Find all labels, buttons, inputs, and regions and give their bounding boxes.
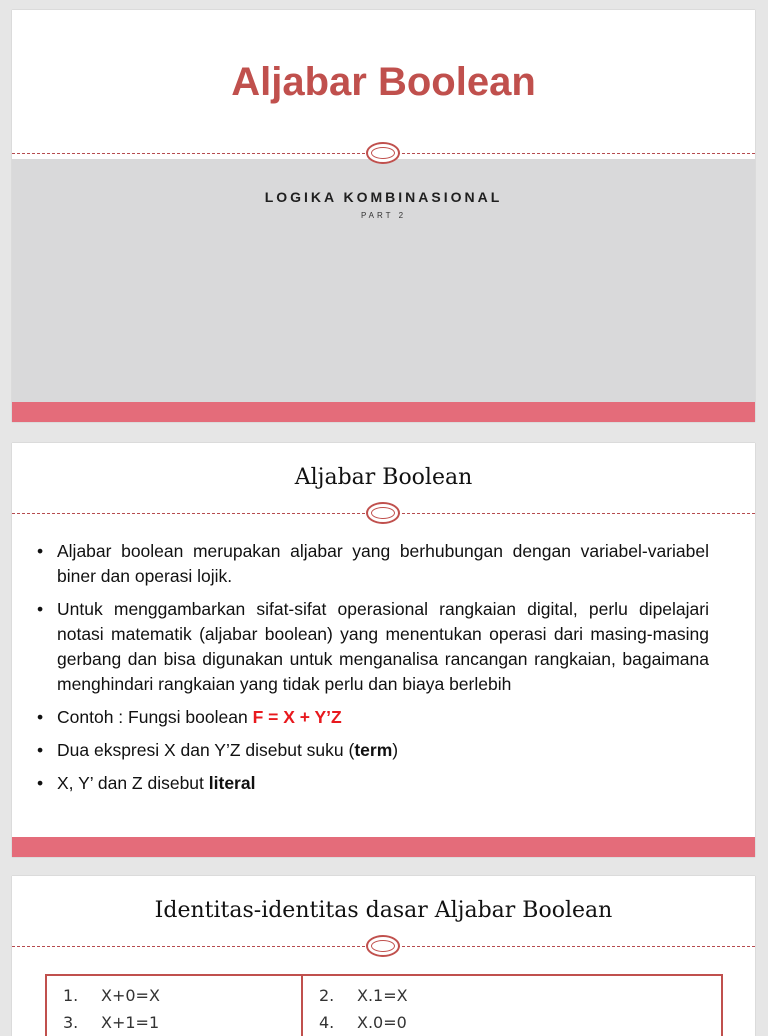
identity-expression: X.0=0	[357, 1013, 407, 1032]
bullet-item	[34, 705, 709, 730]
identities-table	[45, 974, 723, 1036]
table-row	[303, 982, 721, 1009]
ornament-ring-icon	[366, 502, 400, 524]
table-row	[47, 982, 301, 1009]
bullet-text: Aljabar boolean merupakan aljabar yang berhubungan dengan variabel-variabel biner dan operasi lojik.	[57, 541, 709, 586]
bullet-text: Untuk menggambarkan sifat-sifat operasional rangkaian digital, perlu dipelajari notasi matematik (aljabar boolean) yang menentukan operasi dari masing-masing gerbang dan bisa digunakan untuk menganalisa rancangan rangkaian, bagaimana menghindari rangkaian yang tidak perlu dan biaya berlebih	[57, 599, 709, 694]
slide-part-label: PART 2	[360, 211, 407, 220]
identities-column-right	[301, 976, 721, 1036]
bullet-text: Contoh : Fungsi boolean	[57, 707, 253, 727]
bullet-text: )	[392, 740, 399, 760]
identities-slide	[12, 876, 755, 1036]
bullet-item	[34, 539, 709, 589]
slide-subtitle: LOGIKA KOMBINASIONAL	[264, 189, 503, 205]
footer-bar	[12, 402, 755, 422]
literal-keyword: literal	[208, 773, 256, 793]
identity-expression: X+0=X	[101, 986, 160, 1005]
identity-number: 2.	[319, 986, 335, 1005]
bullet-item	[34, 738, 709, 763]
ornament-ring-icon	[366, 935, 400, 957]
boolean-formula: F = X + Y’Z	[252, 707, 342, 727]
slide-heading: Identitas-identitas dasar Aljabar Boolean	[154, 898, 613, 923]
term-keyword: term	[354, 740, 393, 760]
table-row	[47, 1009, 301, 1036]
bullet-item	[34, 597, 709, 697]
ornament-ring-icon	[366, 142, 400, 164]
bullet-text: X, Y’ dan Z disebut	[57, 773, 209, 793]
identity-number: 3.	[63, 1013, 79, 1032]
slide-title: Aljabar Boolean	[231, 60, 536, 104]
bullet-text: Dua ekspresi X dan Y’Z disebut suku (	[57, 740, 355, 760]
content-slide	[12, 443, 755, 857]
identities-column-left	[47, 976, 301, 1036]
identity-number: 1.	[63, 986, 79, 1005]
identity-expression: X.1=X	[357, 986, 408, 1005]
bullet-list	[34, 539, 709, 804]
identity-number: 4.	[319, 1013, 335, 1032]
slide-heading: Aljabar Boolean	[294, 465, 473, 490]
identity-expression: X+1=1	[101, 1013, 160, 1032]
title-slide	[12, 10, 755, 422]
table-row	[303, 1009, 721, 1036]
bullet-item	[34, 771, 709, 796]
footer-bar	[12, 837, 755, 857]
